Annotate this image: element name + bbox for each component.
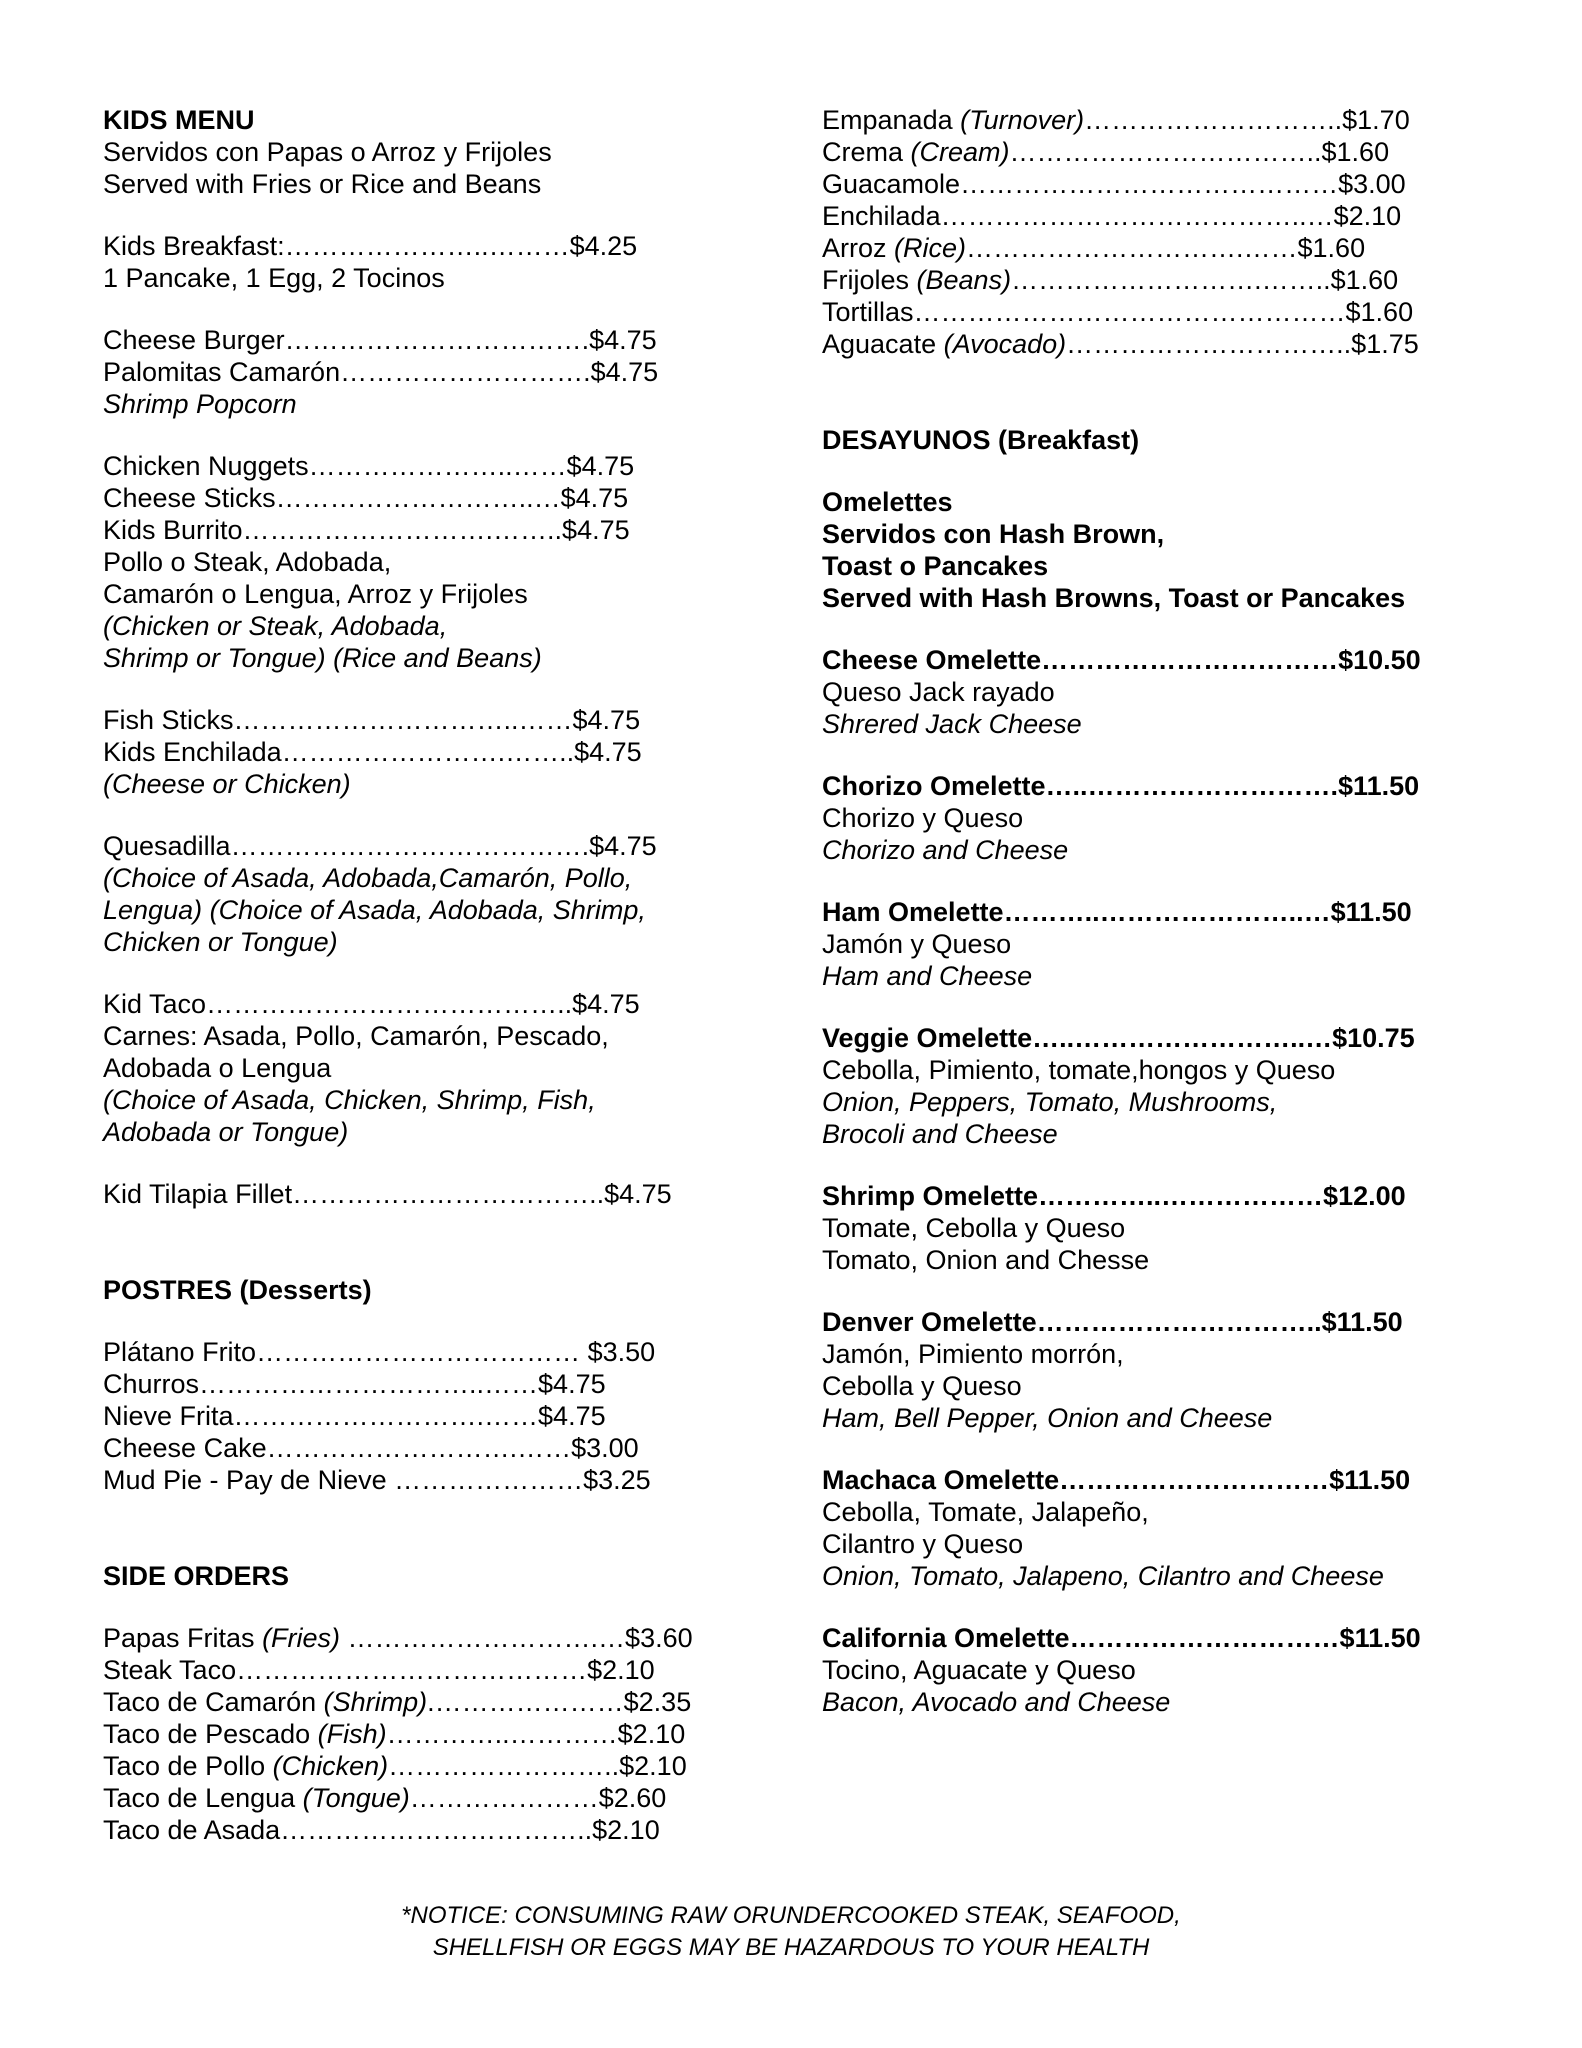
menu-item-desc: Tomato, Onion and Chesse bbox=[822, 1245, 1150, 1275]
menu-item-nieve-frita: Nieve Frita……………………….……$4.75 bbox=[103, 1401, 606, 1431]
menu-item-desc: Chicken or Tongue) bbox=[103, 927, 338, 957]
health-notice bbox=[0, 1900, 1582, 1964]
menu-item-california-omelette: California Omelette…………………………$11.50 bbox=[822, 1623, 1421, 1653]
menu-item-chicken-nuggets: Chicken Nuggets…………………..……$4.75 bbox=[103, 451, 635, 481]
menu-item-desc: (Choice of Asada, Chicken, Shrimp, Fish, bbox=[103, 1085, 596, 1115]
menu-item-taco-pescado: Taco de Pescado (Fish)…………..…………$2.10 bbox=[103, 1719, 686, 1749]
menu-item-platano-frito: Plátano Frito……………………………… $3.50 bbox=[103, 1337, 656, 1367]
menu-item-desc: Tocino, Aguacate y Queso bbox=[822, 1655, 1136, 1685]
menu-item-desc: Jamón, Pimiento morrón, bbox=[822, 1339, 1124, 1369]
menu-item-churros: Churros…………………………..……$4.75 bbox=[103, 1369, 606, 1399]
menu-item-desc: Queso Jack rayado bbox=[822, 677, 1055, 707]
menu-item-desc: (Cheese or Chicken) bbox=[103, 769, 351, 799]
menu-item-desc: Cebolla y Queso bbox=[822, 1371, 1022, 1401]
menu-item-shrimp-omelette: Shrimp Omelette…………..………………$12.00 bbox=[822, 1181, 1406, 1211]
menu-item-desc: Chorizo y Queso bbox=[822, 803, 1024, 833]
omelettes-subtitle: Servidos con Hash Brown, bbox=[822, 519, 1165, 549]
menu-item-desc: Bacon, Avocado and Cheese bbox=[822, 1687, 1171, 1717]
menu-item-desc: Cebolla, Tomate, Jalapeño, bbox=[822, 1497, 1149, 1527]
menu-item-desc: Brocoli and Cheese bbox=[822, 1119, 1058, 1149]
menu-item-cheese-cake: Cheese Cake……………………….……$3.00 bbox=[103, 1433, 639, 1463]
notice-line: SHELLFISH OR EGGS MAY BE HAZARDOUS TO YOUR HEALTH bbox=[432, 1934, 1150, 1961]
menu-item-cheese-burger: Cheese Burger…………………………….$4.75 bbox=[103, 325, 657, 355]
menu-item-steak-taco: Steak Taco…………………………………$2.10 bbox=[103, 1655, 655, 1685]
menu-item-quesadilla: Quesadilla………………………………….$4.75 bbox=[103, 831, 657, 861]
menu-item-enchilada: Enchilada…………………………………..…$2.10 bbox=[822, 201, 1402, 231]
kids-menu-heading: KIDS MENU bbox=[103, 105, 255, 135]
menu-item-desc: Shrimp Popcorn bbox=[103, 389, 297, 419]
menu-item-desc: Tomate, Cebolla y Queso bbox=[822, 1213, 1126, 1243]
kids-subtitle-en: Served with Fries or Rice and Beans bbox=[103, 169, 542, 199]
menu-item-desc: Pollo o Steak, Adobada, bbox=[103, 547, 392, 577]
menu-item-crema: Crema (Cream)……………………………..$1.60 bbox=[822, 137, 1390, 167]
menu-item-veggie-omelette: Veggie Omelette…..……………………..…$10.75 bbox=[822, 1023, 1415, 1053]
menu-item-fish-sticks: Fish Sticks…………………………..……$4.75 bbox=[103, 705, 641, 735]
menu-item-papas-fritas: Papas Fritas (Fries) ……………………….…$3.60 bbox=[103, 1623, 693, 1653]
omelettes-subtitle: Served with Hash Browns, Toast or Pancakes bbox=[822, 583, 1406, 613]
side-orders-heading: SIDE ORDERS bbox=[103, 1561, 290, 1591]
kids-subtitle-es: Servidos con Papas o Arroz y Frijoles bbox=[103, 137, 552, 167]
omelettes-heading: Omelettes bbox=[822, 487, 953, 517]
menu-item-cheese-sticks: Cheese Sticks………………………..…$4.75 bbox=[103, 483, 629, 513]
menu-item-kid-taco: Kid Taco…………………………………..$4.75 bbox=[103, 989, 640, 1019]
menu-item-taco-camaron: Taco de Camarón (Shrimp).…………………$2.35 bbox=[103, 1687, 692, 1717]
menu-item-desc: Adobada or Tongue) bbox=[103, 1117, 349, 1147]
menu-item-denver-omelette: Denver Omelette…………………………..$11.50 bbox=[822, 1307, 1403, 1337]
omelettes-subtitle: Toast o Pancakes bbox=[822, 551, 1049, 581]
menu-item-desc: Ham, Bell Pepper, Onion and Cheese bbox=[822, 1403, 1273, 1433]
desayunos-heading: DESAYUNOS (Breakfast) bbox=[822, 425, 1140, 455]
menu-item-tortillas: Tortillas…………………………………………$1.60 bbox=[822, 297, 1414, 327]
menu-item-taco-asada: Taco de Asada……………………………..$2.10 bbox=[103, 1815, 660, 1845]
menu-item-machaca-omelette: Machaca Omelette…………………………$11.50 bbox=[822, 1465, 1411, 1495]
menu-item-desc: (Chicken or Steak, Adobada, bbox=[103, 611, 448, 641]
menu-item-empanada: Empanada (Turnover)………………………..$1.70 bbox=[822, 105, 1410, 135]
menu-item-desc: Camarón o Lengua, Arroz y Frijoles bbox=[103, 579, 528, 609]
menu-item-desc: Chorizo and Cheese bbox=[822, 835, 1069, 865]
menu-item-desc: Carnes: Asada, Pollo, Camarón, Pescado, bbox=[103, 1021, 609, 1051]
menu-item-desc: Onion, Peppers, Tomato, Mushrooms, bbox=[822, 1087, 1278, 1117]
menu-item-aguacate: Aguacate (Avocado)…………………………..$1.75 bbox=[822, 329, 1419, 359]
menu-item-desc: Cebolla, Pimiento, tomate,hongos y Queso bbox=[822, 1055, 1336, 1085]
menu-item-desc: (Choice of Asada, Adobada,Camarón, Pollo, bbox=[103, 863, 633, 893]
menu-item-chorizo-omelette: Chorizo Omelette…..……………………….$11.50 bbox=[822, 771, 1420, 801]
menu-item-cheese-omelette: Cheese Omelette……………………………$10.50 bbox=[822, 645, 1421, 675]
menu-item-frijoles: Frijoles (Beans)……………………….……..$1.60 bbox=[822, 265, 1399, 295]
menu-item-kids-breakfast: Kids Breakfast:…………………..………$4.25 bbox=[103, 231, 638, 261]
menu-item-mud-pie: Mud Pie - Pay de Nieve …………………$3.25 bbox=[103, 1465, 651, 1495]
right-column bbox=[822, 104, 1522, 1718]
postres-heading: POSTRES (Desserts) bbox=[103, 1275, 372, 1305]
menu-item-shrimp-popcorn: Palomitas Camarón……………………….$4.75 bbox=[103, 357, 659, 387]
menu-item-arroz: Arroz (Rice)………………………….……$1.60 bbox=[822, 233, 1366, 263]
menu-item-desc: 1 Pancake, 1 Egg, 2 Tocinos bbox=[103, 263, 445, 293]
menu-item-desc: Cilantro y Queso bbox=[822, 1529, 1024, 1559]
menu-item-desc: Shrimp or Tongue) (Rice and Beans) bbox=[103, 643, 542, 673]
menu-item-taco-pollo: Taco de Pollo (Chicken)……………………..$2.10 bbox=[103, 1751, 687, 1781]
menu-item-kid-tilapia: Kid Tilapia Fillet……………………………..$4.75 bbox=[103, 1179, 672, 1209]
menu-item-desc: Ham and Cheese bbox=[822, 961, 1033, 991]
menu-item-kids-enchilada: Kids Enchilada…………………….……..$4.75 bbox=[103, 737, 642, 767]
menu-item-desc: Jamón y Queso bbox=[822, 929, 1012, 959]
menu-item-ham-omelette: Ham Omelette………..…………………..…$11.50 bbox=[822, 897, 1412, 927]
menu-item-guacamole: Guacamole……………………………………$3.00 bbox=[822, 169, 1406, 199]
notice-line: *NOTICE: CONSUMING RAW ORUNDERCOOKED STEAK, SEAFOOD, bbox=[401, 1902, 1181, 1929]
menu-item-desc: Adobada o Lengua bbox=[103, 1053, 332, 1083]
menu-item-desc: Shrered Jack Cheese bbox=[822, 709, 1082, 739]
menu-item-desc: Lengua) (Choice of Asada, Adobada, Shrimp, bbox=[103, 895, 646, 925]
menu-item-desc: Onion, Tomato, Jalapeno, Cilantro and Cheese bbox=[822, 1561, 1384, 1591]
menu-item-taco-lengua: Taco de Lengua (Tongue)…………………$2.60 bbox=[103, 1783, 667, 1813]
menu-item-kids-burrito: Kids Burrito……………………….……..$4.75 bbox=[103, 515, 630, 545]
left-column bbox=[103, 104, 743, 1846]
